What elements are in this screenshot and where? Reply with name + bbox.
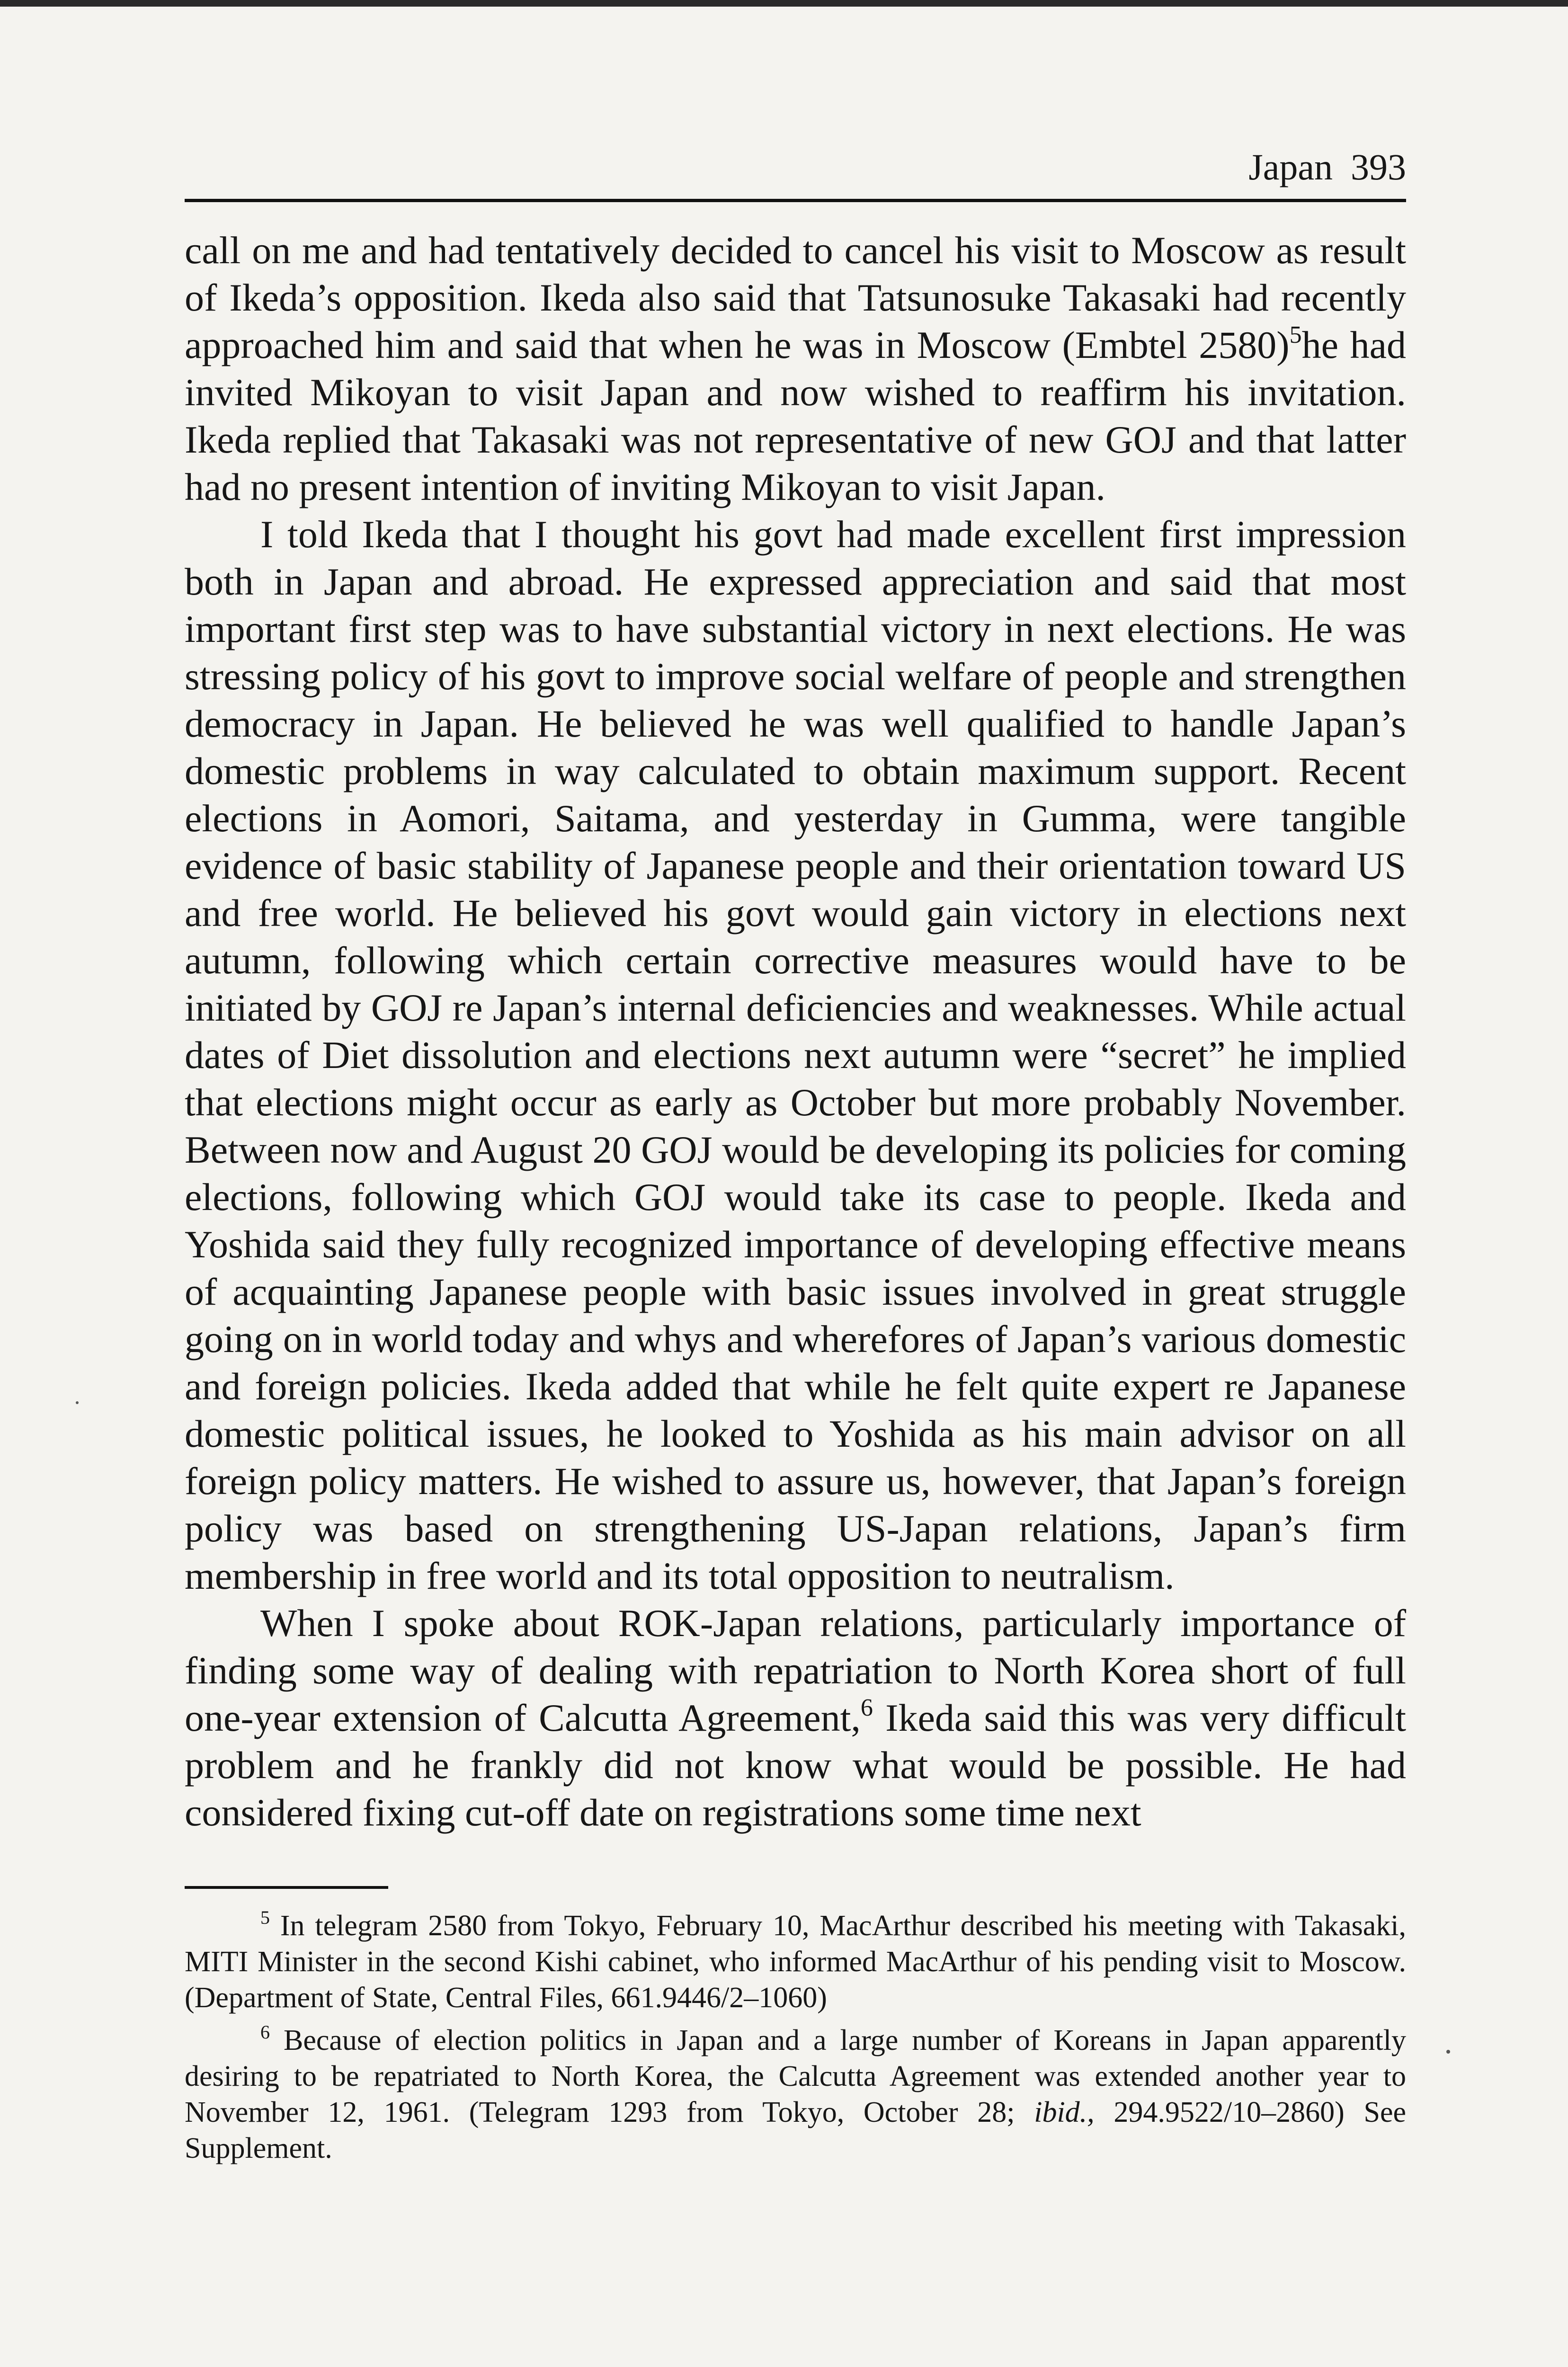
paragraph-3-text-b: Ikeda said this was very difficult problem and he frankly did not know what would be possible. He had considered fixing cut-off date on registrations some time next: [185, 1696, 1406, 1834]
paragraph-3-text-a: When I spoke about ROK-Japan relations, particularly importance of finding some way of dealing with repatriation to North Korea short of full one-year extension of Calcutta Agreement,: [185, 1602, 1406, 1739]
scan-speck: [76, 1401, 79, 1404]
footnote-6: [185, 2022, 1406, 2166]
page-number: 393: [1351, 146, 1406, 187]
footnote-ref-5: 5: [1289, 321, 1302, 348]
footnote-6-text-b: 294.9522/10–2860) See Supplement.: [185, 2096, 1406, 2164]
footnote-rule: [185, 1886, 388, 1889]
footnote-6-ibid: ibid.,: [1034, 2096, 1095, 2128]
paragraph-1: [185, 227, 1406, 511]
footnote-5: [185, 1908, 1406, 2016]
footnote-5-text: In telegram 2580 from Tokyo, February 10, MacArthur described his meeting with Takasaki, MITI Minister in the second Kishi cabinet, who informed MacArthur of his pending visit to Moscow. (Department of State, Central Files, 661.9446/2–1060): [185, 1910, 1406, 2014]
header-rule: [185, 199, 1406, 202]
paragraph-3: [185, 1600, 1406, 1836]
section-title: Japan: [1248, 146, 1333, 187]
scan-speck: [1446, 2050, 1450, 2054]
footnote-ref-6: 6: [860, 1694, 873, 1721]
body-text: [185, 227, 1406, 1836]
document-page: [185, 142, 1406, 2166]
footnote-6-text-a: Because of election politics in Japan and a large number of Koreans in Japan apparently desiring to be repatriated to North Korea, the Calcutta Agreement was extended another year to November 12, 1961. (Telegram 1293 from Tokyo, October 28;: [185, 2024, 1406, 2128]
paragraph-1-text-a: call on me and had tentatively decided to cancel his visit to Moscow as result of Ikeda’s opposition. Ikeda also said that Tatsunosuke Takasaki had recently approached him and said that when he was in Moscow (Embtel 2580): [185, 229, 1406, 366]
running-head-text: [1248, 146, 1406, 187]
running-head: [185, 142, 1406, 199]
scan-edge: [0, 0, 1568, 7]
paragraph-2: I told Ikeda that I thought his govt had made excellent first impression both in Japan and abroad. He expressed appreciation and said that most important first step was to have substantial victory in next elections. He was stressing policy of his govt to improve social welfare of people and strengthen democracy in Japan. He believed he was well qualified to handle Japan’s domestic problems in way calculated to obtain maximum support. Recent elections in Aomori, Saitama, and yesterday in Gumma, were tangible evidence of basic stability of Japanese people and their orientation toward US and free world. He believed his govt would gain victory in elections next autumn, following which certain corrective measures would have to be initiated by GOJ re Japan’s internal deficiencies and weaknesses. While actual dates of Diet dissolution and elections next autumn were “secret” he implied that elections might occur as early as October but more probably November. Between now and August 20 GOJ would be developing its policies for coming elections, following which GOJ would take its case to people. Ikeda and Yoshida said they fully recognized importance of developing effective means of acquainting Japanese people with basic issues involved in great struggle going on in world today and whys and wherefores of Japan’s various domestic and foreign policies. Ikeda added that while he felt quite expert re Japanese domestic political issues, he looked to Yoshida as his main advisor on all foreign policy matters. He wished to assure us, however, that Japan’s foreign policy was based on strengthening US-Japan relations, Japan’s firm membership in free world and its total opposition to neutralism.: [185, 513, 1406, 1597]
footnote-6-number: 6: [260, 2021, 270, 2043]
footnote-5-number: 5: [260, 1907, 270, 1928]
paragraph-1-text-b: he had invited Mikoyan to visit Japan and now wished to reaffirm his invitation. Ikeda replied that Takasaki was not representative of new GOJ and that latter had no present intention of inviting Mikoyan to visit Japan.: [185, 323, 1407, 508]
footnotes: [185, 1908, 1406, 2166]
